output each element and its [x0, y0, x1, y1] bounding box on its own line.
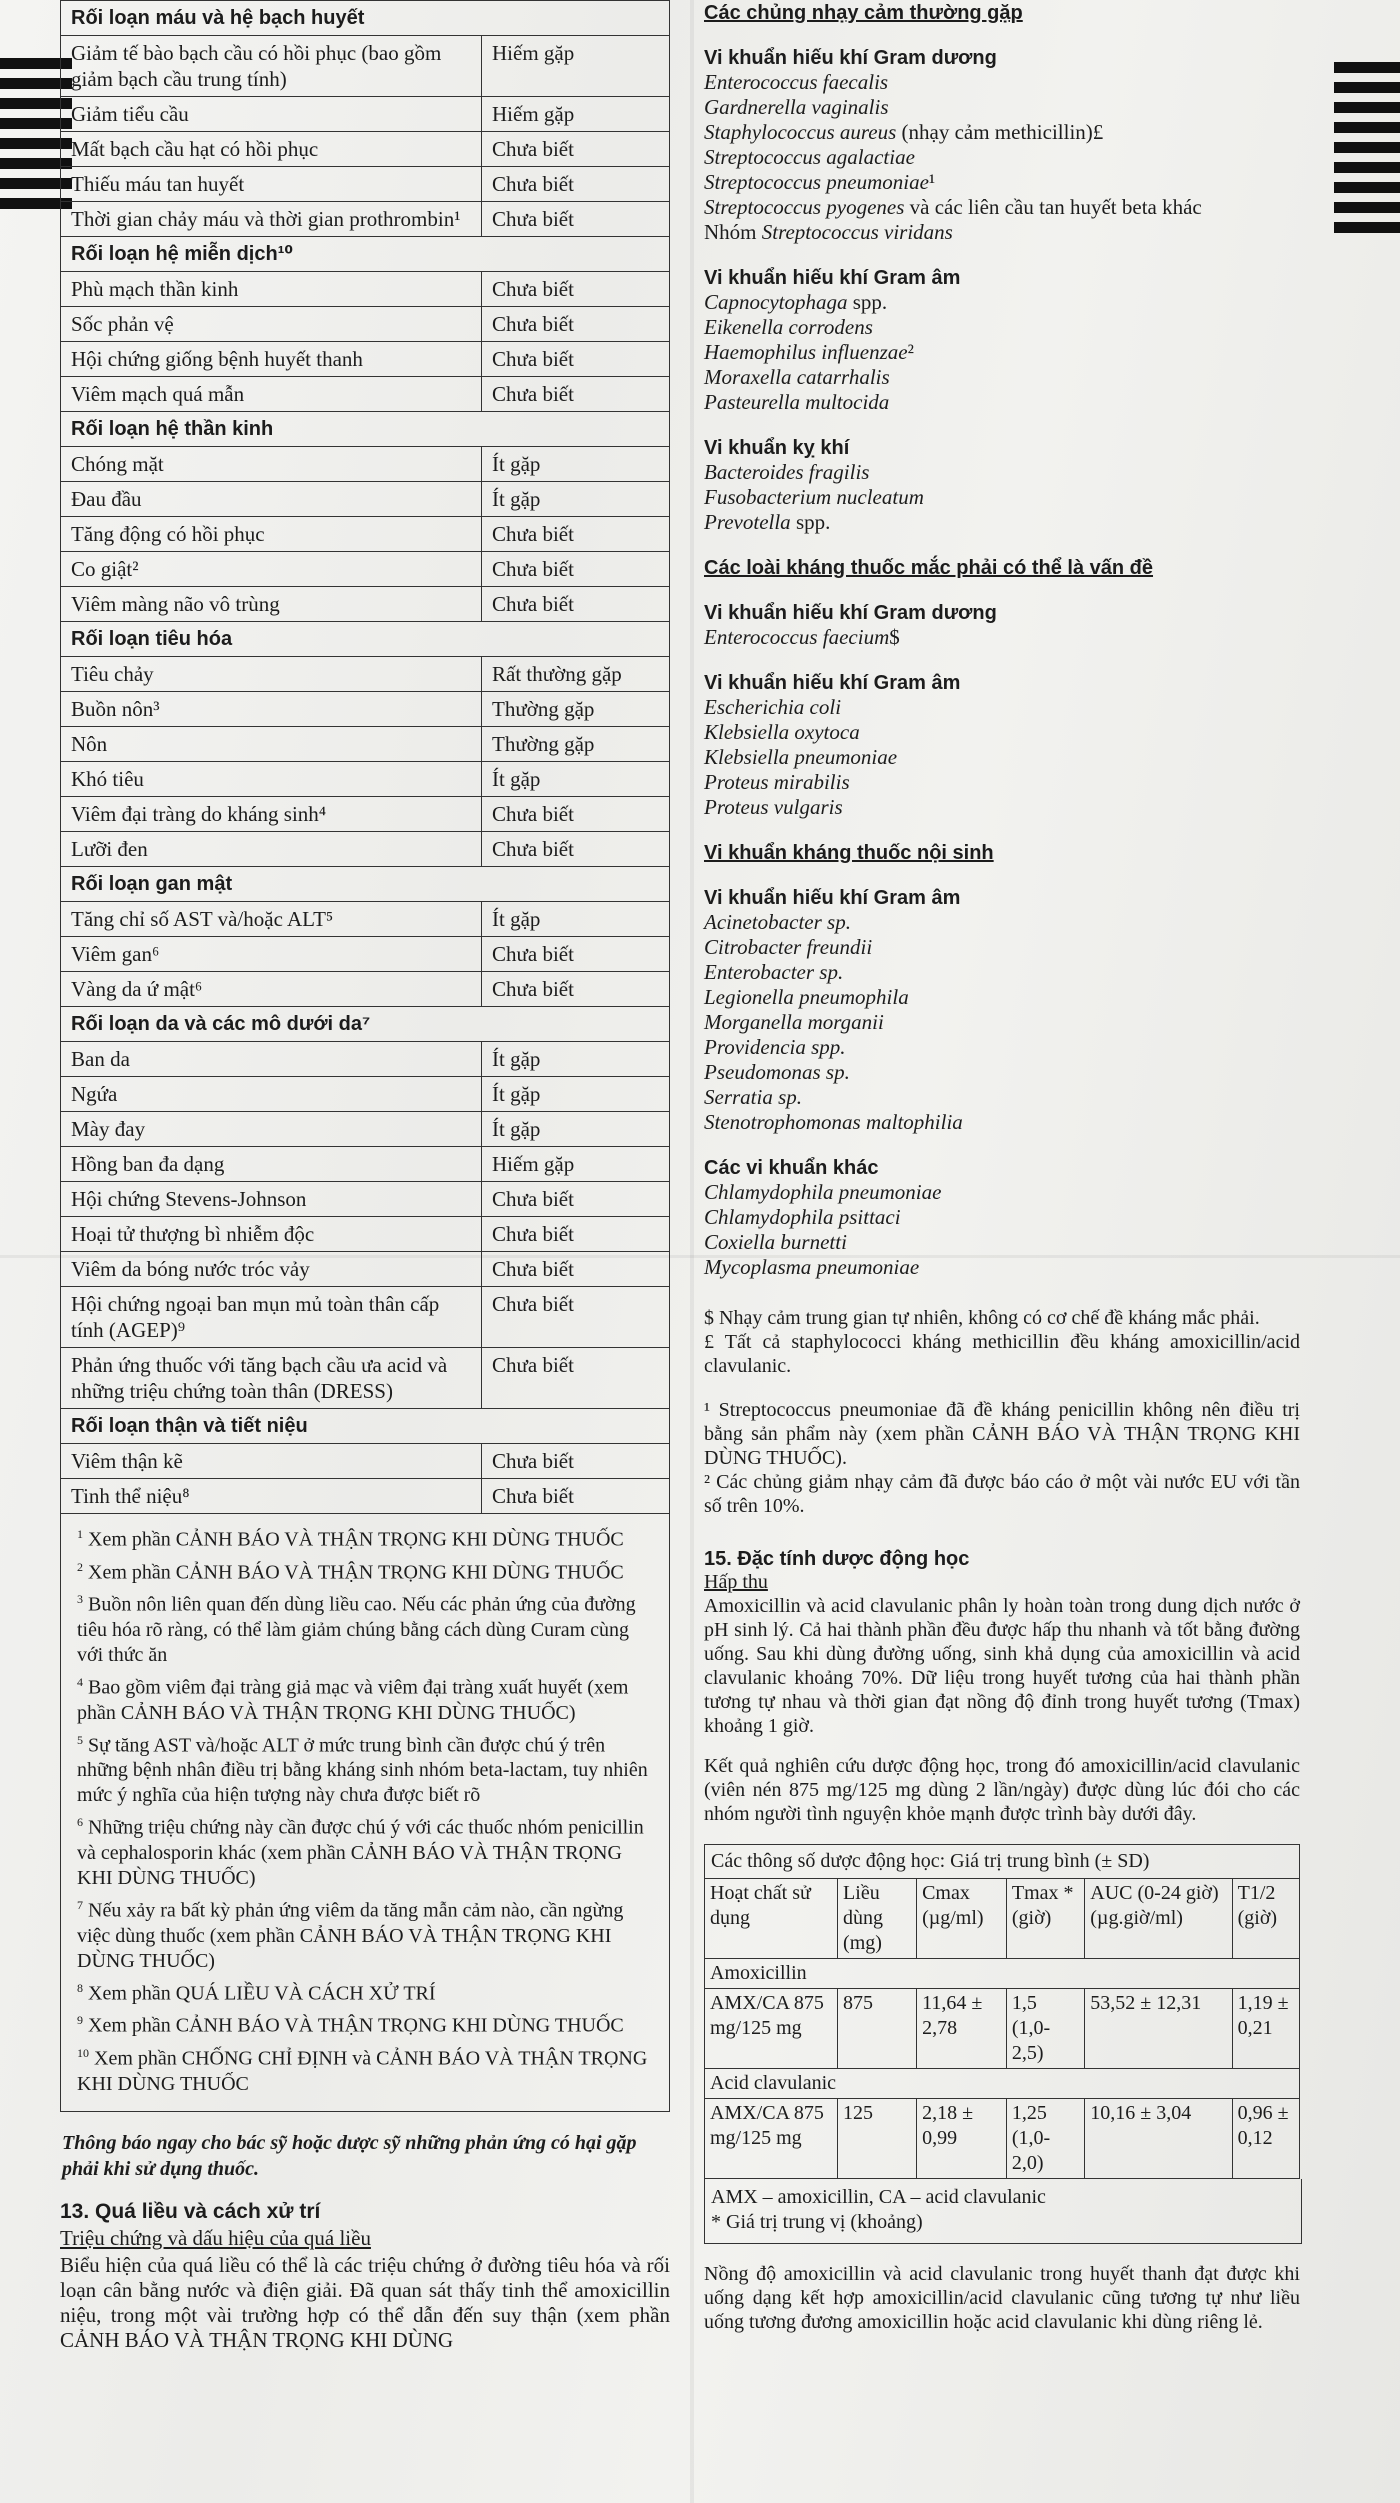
bacteria-item	[704, 315, 1300, 340]
table-note: $^7$ Nếu xảy ra bất kỳ phản ứng viêm da tăng mẫn cảm nào, cần ngừng việc dùng thuốc (xem phần CẢNH BÁO VÀ THẬN TRỌNG KHI DÙNG THUỐC)	[77, 1897, 624, 1972]
bacteria-group	[704, 887, 1300, 1135]
pk-section-label: Amoxicillin	[705, 1959, 1300, 1989]
effect-name: Nôn	[61, 727, 482, 762]
bacteria-group-title: Vi khuẩn hiếu khí Gram âm	[704, 267, 961, 289]
bacteria-item	[704, 745, 1300, 770]
left-column	[60, 0, 670, 2353]
bacteria-name: Streptococcus pyogenes	[704, 195, 905, 219]
bacteria-item	[704, 70, 1300, 95]
adverse-row	[61, 447, 670, 482]
pk-section-label: Acid clavulanic	[705, 2069, 1300, 2099]
bacteria-name: Eikenella corrodens	[704, 315, 873, 339]
susceptibility-footnote: $ Nhạy cảm trung gian tự nhiên, không có cơ chế đề kháng mắc phải.	[704, 1307, 1260, 1329]
bacteria-name: Moraxella catarrhalis	[704, 365, 890, 389]
pk-cmax: 2,18 ± 0,99	[917, 2099, 1007, 2179]
table-note: $^4$ Bao gồm viêm đại tràng giả mạc và viêm đại tràng xuất huyết (xem phần CẢNH BÁO VÀ THẬN TRỌNG KHI DÙNG THUỐC)	[77, 1674, 629, 1724]
effect-name: Tiêu chảy	[61, 657, 482, 692]
bacteria-name: Streptococcus agalactiae	[704, 145, 915, 169]
sensitive-section	[704, 2, 1300, 535]
effect-frequency: Chưa biết	[482, 307, 670, 342]
pk-subheading: Hấp thu	[704, 1571, 768, 1593]
effect-frequency: Chưa biết	[482, 1348, 670, 1409]
effect-frequency: Hiếm gặp	[482, 97, 670, 132]
bacteria-name: Acinetobacter sp.	[704, 910, 851, 934]
group-title: Rối loạn thận và tiết niệu	[61, 1409, 670, 1444]
fold-crease	[690, 0, 694, 2503]
pk-thalf: 0,96 ± 0,12	[1232, 2099, 1299, 2179]
adverse-row	[61, 132, 670, 167]
pk-header-cell: Tmax * (giờ)	[1006, 1879, 1084, 1959]
adverse-row	[61, 972, 670, 1007]
effect-name: Chóng mặt	[61, 447, 482, 482]
bacteria-group-title: Vi khuẩn hiếu khí Gram dương	[704, 47, 997, 69]
group-title: Rối loạn tiêu hóa	[61, 622, 670, 657]
effect-name: Ban da	[61, 1042, 482, 1077]
table-note: $^2$ Xem phần CẢNH BÁO VÀ THẬN TRỌNG KHI DÙNG THUỐC	[77, 1559, 624, 1584]
effect-name: Giảm tế bào bạch cầu có hồi phục (bao gồm giảm bạch cầu trung tính)	[61, 36, 482, 97]
effect-name: Khó tiêu	[61, 762, 482, 797]
effect-frequency: Ít gặp	[482, 482, 670, 517]
adverse-row	[61, 657, 670, 692]
bacteria-note: (nhạy cảm methicillin)£	[896, 120, 1104, 144]
effect-name: Sốc phản vệ	[61, 307, 482, 342]
effect-frequency: Hiếm gặp	[482, 36, 670, 97]
bacteria-name: Mycoplasma pneumoniae	[704, 1255, 920, 1279]
adverse-row	[61, 1348, 670, 1409]
bacteria-name: Enterococcus faecalis	[704, 70, 889, 94]
bacteria-item	[704, 1085, 1300, 1110]
effect-frequency: Hiếm gặp	[482, 1147, 670, 1182]
bacteria-name: Streptococcus viridans	[761, 220, 953, 244]
adverse-row	[61, 937, 670, 972]
effect-name: Viêm thận kẽ	[61, 1444, 482, 1479]
effect-frequency: Chưa biết	[482, 1287, 670, 1348]
adverse-row	[61, 797, 670, 832]
bacteria-group-title: Vi khuẩn hiếu khí Gram âm	[704, 887, 961, 909]
effect-frequency: Chưa biết	[482, 377, 670, 412]
bacteria-name: Capnocytophaga	[704, 290, 848, 314]
right-column	[704, 0, 1300, 2334]
adverse-row	[61, 307, 670, 342]
bacteria-item	[704, 460, 1300, 485]
effect-frequency: Rất thường gặp	[482, 657, 670, 692]
adverse-row	[61, 727, 670, 762]
adverse-row	[61, 202, 670, 237]
bacteria-note: spp.	[790, 510, 831, 534]
bacteria-item	[704, 625, 1300, 650]
pk-header-cell: Cmax (µg/ml)	[917, 1879, 1007, 1959]
effect-frequency: Ít gặp	[482, 902, 670, 937]
note-number: 3	[77, 1592, 83, 1607]
note-number: 8	[77, 1980, 83, 1995]
effect-name: Tăng chỉ số AST và/hoặc ALT⁵	[61, 902, 482, 937]
effect-name: Vàng da ứ mật⁶	[61, 972, 482, 1007]
effect-name: Hội chứng ngoại ban mụn mủ toàn thân cấp tính (AGEP)⁹	[61, 1287, 482, 1348]
bacteria-item	[704, 510, 1300, 535]
bacteria-item	[704, 1110, 1300, 1135]
bacteria-name: Klebsiella pneumoniae	[704, 745, 898, 769]
bacteria-item	[704, 1255, 1300, 1280]
bacteria-name: Fusobacterium nucleatum	[704, 485, 924, 509]
bacteria-name: Pseudomonas sp.	[704, 1060, 850, 1084]
bacteria-item	[704, 720, 1300, 745]
bacteria-name: Escherichia coli	[704, 695, 842, 719]
pk-table	[704, 1844, 1300, 2179]
bacteria-item	[704, 795, 1300, 820]
bacteria-item	[704, 170, 1300, 195]
effect-name: Thiếu máu tan huyết	[61, 167, 482, 202]
bacteria-item	[704, 960, 1300, 985]
pk-header-cell: Hoạt chất sử dụng	[705, 1879, 838, 1959]
bacteria-item	[704, 1060, 1300, 1085]
bacteria-name: Enterobacter sp.	[704, 960, 844, 984]
susceptibility-footnote: ¹ Streptococcus pneumoniae đã đề kháng penicillin không nên điều trị bằng sản phẩm này (xem phần CẢNH BÁO VÀ THẬN TRỌNG KHI DÙNG THUỐC).	[704, 1399, 1300, 1469]
bacteria-item	[704, 220, 1300, 245]
adverse-row	[61, 902, 670, 937]
pk-data-row	[705, 2099, 1300, 2179]
effect-name: Tinh thể niệu⁸	[61, 1479, 482, 1514]
group-row	[61, 1409, 670, 1444]
effect-frequency: Chưa biết	[482, 202, 670, 237]
effect-frequency: Thường gặp	[482, 727, 670, 762]
group-row	[61, 1, 670, 36]
bacteria-group	[704, 47, 1300, 245]
note-number: 1	[77, 1527, 83, 1541]
overdose-heading: 13. Quá liều và cách xử trí	[60, 2199, 321, 2223]
bacteria-note: ²	[907, 340, 914, 364]
note-number: 9	[77, 2013, 83, 2028]
pk-auc: 10,16 ± 3,04	[1085, 2099, 1232, 2179]
pk-header-cell: Liều dùng (mg)	[838, 1879, 917, 1959]
pk-agent: AMX/CA 875 mg/125 mg	[705, 2099, 838, 2179]
bacteria-name: Gardnerella vaginalis	[704, 95, 889, 119]
pk-table-caption: Các thông số dược động học: Giá trị trung bình (± SD)	[705, 1845, 1300, 1879]
bacteria-group	[704, 602, 1300, 650]
effect-frequency: Chưa biết	[482, 342, 670, 377]
pk-paragraph-1: Amoxicillin và acid clavulanic phân ly hoàn toàn trong dung dịch nước ở pH sinh lý. Cả hai thành phần đều được hấp thu nhanh và tốt bằng đường uống. Sau khi dùng đường uống, sinh khả dụng của amoxicillin và acid clavulanic khoảng 70%. Dữ liệu trong huyết tương của hai thành phần tương tự nhau và thời gian đạt nồng độ đỉnh trong huyết tương (Tmax) khoảng 1 giờ.	[704, 1595, 1300, 1737]
table-note: $^8$ Xem phần QUÁ LIỀU VÀ CÁCH XỬ TRÍ	[77, 1980, 436, 2005]
pk-section	[704, 1548, 1300, 2334]
right-barcode-marks	[1334, 62, 1400, 233]
bacteria-name: Staphylococcus aureus	[704, 120, 897, 144]
table-note: $^1$ Xem phần CẢNH BÁO VÀ THẬN TRỌNG KHI DÙNG THUỐC	[77, 1527, 624, 1551]
adverse-row	[61, 482, 670, 517]
bacteria-name: Serratia sp.	[704, 1085, 803, 1109]
group-title: Rối loạn gan mật	[61, 867, 670, 902]
group-title: Rối loạn hệ thần kinh	[61, 412, 670, 447]
adverse-row	[61, 1147, 670, 1182]
sensitive-heading: Các chủng nhạy cảm thường gặp	[704, 2, 1023, 24]
adverse-row	[61, 167, 670, 202]
effect-name: Giảm tiểu cầu	[61, 97, 482, 132]
bacteria-item	[704, 1035, 1300, 1060]
note-number: 4	[77, 1674, 83, 1689]
adverse-row	[61, 832, 670, 867]
adverse-row	[61, 1252, 670, 1287]
note-number: 2	[77, 1559, 83, 1574]
bacteria-group-title: Vi khuẩn hiếu khí Gram âm	[704, 672, 961, 694]
pk-median-note: * Giá trị trung vị (khoảng)	[711, 2211, 923, 2233]
bacteria-item	[704, 1230, 1300, 1255]
pk-paragraph-2: Kết quả nghiên cứu dược động học, trong đó amoxicillin/acid clavulanic (viên nén 875 mg/125 mg dùng 2 lần/ngày) được dùng lúc đói cho các nhóm người tình nguyện khỏe mạnh được trình bày dưới đây.	[704, 1755, 1300, 1825]
pk-header-cell: AUC (0-24 giờ) (µg.giờ/ml)	[1085, 1879, 1232, 1959]
adverse-row	[61, 342, 670, 377]
effect-name: Thời gian chảy máu và thời gian prothrombin¹	[61, 202, 482, 237]
effect-name: Viêm đại tràng do kháng sinh⁴	[61, 797, 482, 832]
note-number: 6	[77, 1815, 83, 1830]
pk-thalf: 1,19 ± 0,21	[1232, 1989, 1299, 2069]
intrinsic-heading: Vi khuẩn kháng thuốc nội sinh	[704, 842, 994, 864]
bacteria-name: Proteus vulgaris	[704, 795, 843, 819]
group-title: Rối loạn da và các mô dưới da⁷	[61, 1007, 670, 1042]
adverse-row	[61, 692, 670, 727]
adverse-row	[61, 377, 670, 412]
bacteria-note: và các liên cầu tan huyết beta khác	[904, 195, 1202, 219]
bacteria-name: Morganella morganii	[704, 1010, 884, 1034]
bacteria-prefix: Nhóm	[704, 220, 762, 244]
bacteria-item	[704, 910, 1300, 935]
adverse-row	[61, 762, 670, 797]
effect-frequency: Chưa biết	[482, 552, 670, 587]
susceptibility-footnote: £ Tất cả staphylococci kháng methicillin đều kháng amoxicillin/acid clavulanic.	[704, 1331, 1300, 1377]
effect-name: Tăng động có hồi phục	[61, 517, 482, 552]
effect-name: Lưỡi đen	[61, 832, 482, 867]
bacteria-name: Haemophilus influenzae	[704, 340, 908, 364]
pk-table-footer	[704, 2179, 1302, 2244]
adverse-row	[61, 1077, 670, 1112]
pk-tmax: 1,5 (1,0-2,5)	[1006, 1989, 1084, 2069]
group-row	[61, 412, 670, 447]
bacteria-name: Providencia spp.	[704, 1035, 846, 1059]
effect-frequency: Chưa biết	[482, 517, 670, 552]
bacteria-name: Prevotella	[704, 510, 791, 534]
effect-frequency: Chưa biết	[482, 832, 670, 867]
pk-dose: 125	[838, 2099, 917, 2179]
bacteria-note: spp.	[847, 290, 888, 314]
bacteria-name: Coxiella burnetti	[704, 1230, 847, 1254]
effect-name: Hội chứng giống bệnh huyết thanh	[61, 342, 482, 377]
bacteria-name: Chlamydophila psittaci	[704, 1205, 901, 1229]
bacteria-name: Legionella pneumophila	[704, 985, 909, 1009]
bacteria-name: Klebsiella oxytoca	[704, 720, 860, 744]
group-row	[61, 622, 670, 657]
effect-frequency: Chưa biết	[482, 587, 670, 622]
bacteria-group-title: Các vi khuẩn khác	[704, 1157, 879, 1179]
bacteria-name: Chlamydophila pneumoniae	[704, 1180, 942, 1204]
group-row	[61, 867, 670, 902]
pk-data-row	[705, 1989, 1300, 2069]
bacteria-item	[704, 1205, 1300, 1230]
adverse-row	[61, 552, 670, 587]
group-row	[61, 237, 670, 272]
susceptibility-footnotes	[704, 1306, 1300, 1518]
adverse-row	[61, 1217, 670, 1252]
pk-tmax: 1,25 (1,0-2,0)	[1006, 2099, 1084, 2179]
bacteria-group	[704, 437, 1300, 535]
acquired-heading: Các loài kháng thuốc mắc phải có thể là vấn đề	[704, 557, 1154, 579]
effect-frequency: Chưa biết	[482, 972, 670, 1007]
bacteria-item	[704, 120, 1300, 145]
effect-name: Viêm gan⁶	[61, 937, 482, 972]
intrinsic-section	[704, 842, 1300, 1280]
table-footnotes	[60, 1514, 670, 2112]
bacteria-group-title: Vi khuẩn hiếu khí Gram dương	[704, 602, 997, 624]
bacteria-name: Streptococcus pneumoniae	[704, 170, 929, 194]
adverse-row	[61, 587, 670, 622]
effect-frequency: Thường gặp	[482, 692, 670, 727]
bacteria-item	[704, 390, 1300, 415]
effect-frequency: Chưa biết	[482, 1444, 670, 1479]
bacteria-item	[704, 485, 1300, 510]
effect-frequency: Ít gặp	[482, 447, 670, 482]
bacteria-group	[704, 672, 1300, 820]
adverse-row	[61, 517, 670, 552]
bacteria-item	[704, 145, 1300, 170]
effect-frequency: Chưa biết	[482, 167, 670, 202]
bacteria-name: Citrobacter freundii	[704, 935, 873, 959]
group-title: Rối loạn máu và hệ bạch huyết	[61, 1, 670, 36]
table-note: $^5$ Sự tăng AST và/hoặc ALT ở mức trung bình cần được chú ý trên những bệnh nhân điều trị bằng kháng sinh nhóm beta-lactam, tuy nhiên mức ý nghĩa của hiện tượng này chưa được biết rõ	[77, 1732, 648, 1807]
pk-paragraph-3: Nồng độ amoxicillin và acid clavulanic trong huyết thanh đạt được khi uống dạng kết hợp amoxicillin/acid clavulanic cũng tương tự như liều uống tương đương amoxicillin hoặc acid clavulanic khi dùng riêng lẻ.	[704, 2263, 1300, 2333]
effect-frequency: Ít gặp	[482, 762, 670, 797]
pk-dose: 875	[838, 1989, 917, 2069]
bacteria-item	[704, 985, 1300, 1010]
bacteria-item	[704, 290, 1300, 315]
effect-name: Hoại tử thượng bì nhiễm độc	[61, 1217, 482, 1252]
adverse-effects-table	[60, 0, 670, 1514]
acquired-section	[704, 557, 1300, 820]
adverse-row	[61, 1287, 670, 1348]
adverse-row	[61, 1479, 670, 1514]
table-note: $^{10}$ Xem phần CHỐNG CHỈ ĐỊNH và CẢNH BÁO VÀ THẬN TRỌNG KHI DÙNG THUỐC	[77, 2045, 648, 2095]
bacteria-name: Enterococcus faecium	[704, 625, 890, 649]
adverse-row	[61, 1182, 670, 1217]
bacteria-item	[704, 340, 1300, 365]
effect-frequency: Ít gặp	[482, 1112, 670, 1147]
pk-abbreviations: AMX – amoxicillin, CA – acid clavulanic	[711, 2186, 1046, 2208]
pk-header-cell: T1/2 (giờ)	[1232, 1879, 1299, 1959]
adverse-row	[61, 1042, 670, 1077]
effect-name: Viêm mạch quá mẫn	[61, 377, 482, 412]
bacteria-item	[704, 95, 1300, 120]
adverse-row	[61, 272, 670, 307]
bacteria-item	[704, 195, 1300, 220]
bacteria-name: Stenotrophomonas maltophilia	[704, 1110, 963, 1134]
effect-name: Hội chứng Stevens-Johnson	[61, 1182, 482, 1217]
pk-section-row	[705, 2069, 1300, 2099]
group-title: Rối loạn hệ miễn dịch¹⁰	[61, 237, 670, 272]
effect-frequency: Chưa biết	[482, 132, 670, 167]
effect-name: Buồn nôn³	[61, 692, 482, 727]
bacteria-item	[704, 365, 1300, 390]
note-number: 7	[77, 1897, 83, 1912]
effect-name: Phù mạch thần kinh	[61, 272, 482, 307]
bacteria-group	[704, 1157, 1300, 1280]
bacteria-note: ¹	[928, 170, 936, 194]
overdose-subheading: Triệu chứng và dấu hiệu của quá liều	[60, 2225, 371, 2250]
effect-frequency: Chưa biết	[482, 1252, 670, 1287]
bacteria-name: Pasteurella multocida	[704, 390, 890, 414]
effect-frequency: Chưa biết	[482, 797, 670, 832]
adverse-row	[61, 97, 670, 132]
effect-name: Phản ứng thuốc với tăng bạch cầu ưa acid và những triệu chứng toàn thân (DRESS)	[61, 1348, 482, 1409]
bacteria-name: Proteus mirabilis	[704, 770, 850, 794]
pk-cmax: 11,64 ± 2,78	[917, 1989, 1007, 2069]
bacteria-group	[704, 267, 1300, 415]
adverse-row	[61, 1444, 670, 1479]
effect-frequency: Ít gặp	[482, 1077, 670, 1112]
note-number: 5	[77, 1732, 83, 1747]
overdose-text: Biểu hiện của quá liều có thể là các triệu chứng ở đường tiêu hóa và rối loạn cân bằng nước và điện giải. Đã quan sát thấy tinh thể amoxicillin niệu, trong một vài trường hợp có thể dẫn đến suy thận (xem phần CẢNH BÁO VÀ THẬN TRỌNG KHI DÙNG	[60, 2252, 670, 2352]
bacteria-item	[704, 935, 1300, 960]
effect-name: Ngứa	[61, 1077, 482, 1112]
table-note: $^9$ Xem phần CẢNH BÁO VÀ THẬN TRỌNG KHI DÙNG THUỐC	[77, 2013, 624, 2037]
effect-frequency: Chưa biết	[482, 937, 670, 972]
effect-name: Hồng ban đa dạng	[61, 1147, 482, 1182]
effect-frequency: Chưa biết	[482, 272, 670, 307]
effect-name: Đau đầu	[61, 482, 482, 517]
table-note: $^3$ Buồn nôn liên quan đến dùng liều cao. Nếu các phản ứng của đường tiêu hóa rõ ràng, có thể làm giảm chúng bằng cách dùng Curam cùng với thức ăn	[77, 1592, 636, 1666]
effect-frequency: Ít gặp	[482, 1042, 670, 1077]
adverse-row	[61, 1112, 670, 1147]
effect-name: Mất bạch cầu hạt có hồi phục	[61, 132, 482, 167]
effect-frequency: Chưa biết	[482, 1182, 670, 1217]
pk-agent: AMX/CA 875 mg/125 mg	[705, 1989, 838, 2069]
bacteria-note: $	[889, 625, 900, 649]
effect-name: Mày đay	[61, 1112, 482, 1147]
adverse-row	[61, 36, 670, 97]
bacteria-item	[704, 695, 1300, 720]
bacteria-item	[704, 770, 1300, 795]
effect-name: Co giật²	[61, 552, 482, 587]
bacteria-name: Bacteroides fragilis	[704, 460, 870, 484]
pk-auc: 53,52 ± 12,31	[1085, 1989, 1232, 2069]
bacteria-item	[704, 1010, 1300, 1035]
table-note: $^6$ Những triệu chứng này cần được chú ý với các thuốc nhóm penicillin và cephalosporin khác (xem phần CẢNH BÁO VÀ THẬN TRỌNG KHI DÙNG THUỐC)	[77, 1815, 644, 1889]
pk-section-row	[705, 1959, 1300, 1989]
pk-heading: 15. Đặc tính dược động học	[704, 1548, 970, 1570]
effect-frequency: Chưa biết	[482, 1479, 670, 1514]
susceptibility-footnote: ² Các chủng giảm nhạy cảm đã được báo cáo ở một vài nước EU với tần số trên 10%.	[704, 1471, 1300, 1517]
note-number: 10	[77, 2045, 89, 2060]
effect-name: Viêm da bóng nước tróc vảy	[61, 1252, 482, 1287]
bacteria-group-title: Vi khuẩn kỵ khí	[704, 437, 850, 459]
group-row	[61, 1007, 670, 1042]
effect-frequency: Chưa biết	[482, 1217, 670, 1252]
effect-name: Viêm màng não vô trùng	[61, 587, 482, 622]
bacteria-item	[704, 1180, 1300, 1205]
report-alert: Thông báo ngay cho bác sỹ hoặc dược sỹ những phản ứng có hại gặp phải khi sử dụng thuốc.	[62, 2131, 637, 2180]
